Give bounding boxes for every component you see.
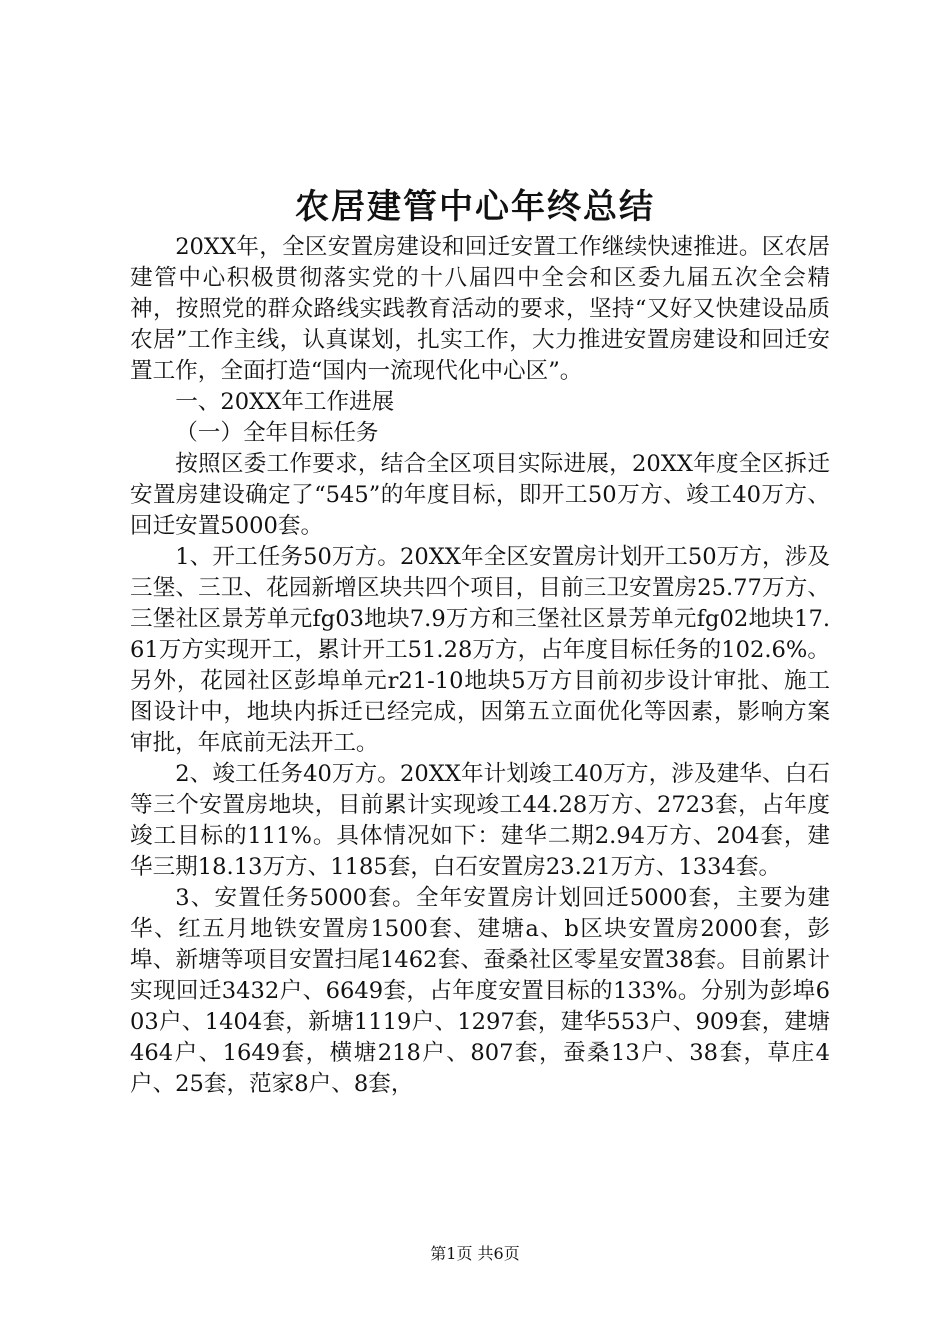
section-heading: 一、20XX年工作进展 bbox=[175, 389, 395, 415]
annual-target-paragraph: 按照区委工作要求，结合全区项目实际进展，20XX年度全区拆迁安置房建设确定了“545”的年度目标，即开工50万方、竣工40万方、回迁安置5000套。 bbox=[130, 451, 830, 539]
document-title: 农居建管中心年终总结 bbox=[295, 187, 655, 227]
subsection-heading: （一）全年目标任务 bbox=[175, 420, 379, 446]
document-body bbox=[130, 232, 830, 1100]
page-footer: 第1页 共6页 bbox=[430, 1244, 520, 1263]
resettlement-paragraph: 3、安置任务5000套。全年安置房计划回迁5000套，主要为建华、红五月地铁安置房1500套、建塘a、b区块安置房2000套，彭埠、新塘等项目安置扫尾1462套、蚕桑社区零星安置38套。目前累计实现回迁3432户、6649套，占年度安置目标的133%。分别为彭埠603户、1404套，新塘1119户、1297套，建华553户、909套，建塘464户、1649套，横塘218户、807套，蚕桑13户、38套，草庄4户、25套，范家8户、8套， bbox=[130, 885, 830, 1097]
completion-paragraph: 2、竣工任务40万方。20XX年计划竣工40万方，涉及建华、白石等三个安置房地块，目前累计实现竣工44.28万方、2723套，占年度竣工目标的111%。具体情况如下：建华二期2.94万方、204套，建华三期18.13万方、1185套，白石安置房23.21万方、1334套。 bbox=[130, 761, 830, 880]
construction-start-paragraph: 1、开工任务50万方。20XX年全区安置房计划开工50万方，涉及三堡、三卫、花园新增区块共四个项目，目前三卫安置房25.77万方、三堡社区景芳单元fg03地块7.9万方和三堡社区景芳单元fg02地块17.61万方实现开工，累计开工51.28万方，占年度目标任务的102.6%。另外，花园社区彭埠单元r21-10地块5万方目前初步设计审批、施工图设计中，地块内拆迁已经完成，因第五立面优化等因素，影响方案审批，年底前无法开工。 bbox=[130, 544, 830, 756]
intro-paragraph: 20XX年，全区安置房建设和回迁安置工作继续快速推进。区农居建管中心积极贯彻落实党的十八届四中全会和区委九届五次全会精神，按照党的群众路线实践教育活动的要求，坚持“又好又快建设品质农居”工作主线，认真谋划，扎实工作，大力推进安置房建设和回迁安置工作，全面打造“国内一流现代化中心区”。 bbox=[130, 234, 830, 384]
